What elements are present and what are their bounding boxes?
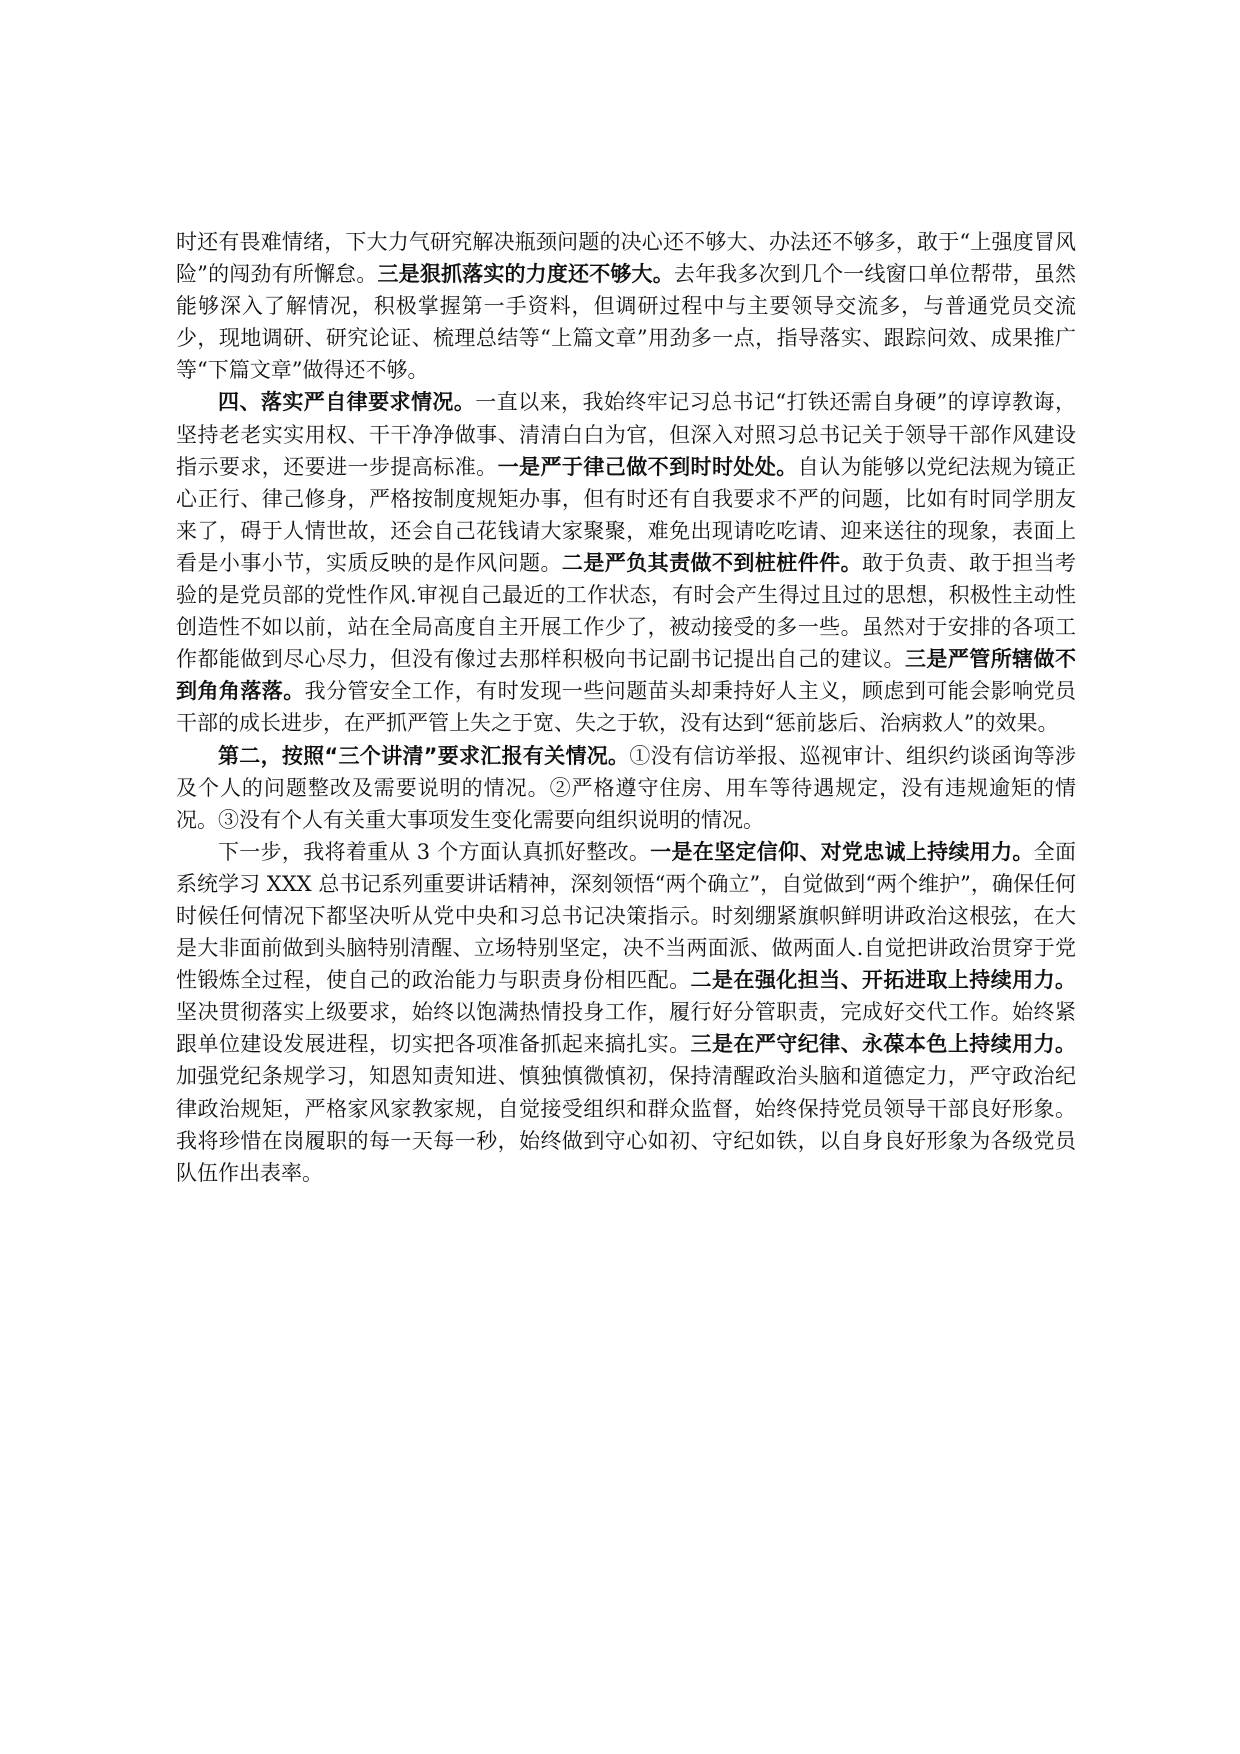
bold-heading-run: 一是在坚定信仰、对党忠诚上持续用力。	[650, 839, 1034, 864]
text-run: 敢于负责、敢于担当考验的是党员部的党性作风.审视自己最近的工作状态，有时会产生得过且过的思想，积极性主动性创造性不如以前，站在全局高度自主开展工作少了，被动接受的多一些。虽然对于安排的各项工作都能做到尽心尽力，但没有像过去那样积极向书记副书记提出自己的建议。	[176, 550, 1077, 672]
bold-heading-run: 三是在严守纪律、永葆本色上持续用力。	[690, 1032, 1077, 1057]
text-run: 我分管安全工作，有时发现一些问题苗头却秉持好人主义，顾虑到可能会影响党员干部的成长进步，在严抓严管上失之于宽、失之于软，没有达到“惩前毖后、治病救人”的效果。	[176, 679, 1077, 736]
bold-heading-run: 四、落实严自律要求情况。	[218, 390, 476, 415]
document-body	[176, 226, 1076, 1189]
paragraph-self-discipline	[176, 386, 1076, 739]
text-run: 时还有畏难情绪，下大力气研究解决瓶颈问题的决心还不够大、办法还不够多，敢于“上强度冒风险”的闯劲有所懈怠。	[176, 230, 1076, 287]
text-run: 自认为能够以党纪法规为镜正心正行、律己修身，严格按制度规矩办事，但有时还有自我要求不严的问题，比如有时同学朋友来了，碍于人情世故，还会自己花钱请大家聚聚，难免出现请吃吃请、迎来送往的现象，表面上看是小事小节，实质反映的是作风问题。	[176, 454, 1077, 575]
bold-heading-run: 一是严于律己做不到时时处处。	[497, 454, 798, 479]
paragraph-next-steps	[176, 836, 1076, 1189]
text-run: 全面系统学习 XXX 总书记系列重要讲话精神，深刻领悟“两个确立”，自觉做到“两个维护”，确保任何时候任何情况下都坚决听从党中央和习总书记决策指示。时刻绷紧旗帜鲜明讲政治这根弦，在大是大非面前做到头脑特别清醒、立场特别坚定，决不当两面派、做两面人.自觉把讲政治贯穿于党性锻炼全过程，使自己的政治能力与职责身份相匹配。	[176, 839, 1077, 993]
text-run: 坚决贯彻落实上级要求，始终以饱满热情投身工作，履行好分管职责，完成好交代工作。始终紧跟单位建设发展进程，切实把各项准备抓起来搞扎实。	[176, 1000, 1076, 1057]
text-run: 一直以来，我始终牢记习总书记“打铁还需自身硬”的谆谆教诲，坚持老老实实用权、干干净净做事、清清白白为官，但深入对照习总书记关于领导干部作风建设指示要求，还要进一步提高标准。	[176, 390, 1076, 479]
bold-heading-run: 三是狠抓落实的力度还不够大。	[377, 262, 674, 287]
text-run: 下一步，我将着重从 3 个方面认真抓好整改。	[218, 839, 651, 864]
text-run: 去年我多次到几个一线窗口单位帮带，虽然能够深入了解情况，积极掌握第一手资料，但调研过程中与主要领导交流多，与普通党员交流少，现地调研、研究论证、梳理总结等“上篇文章”用劲多一点，指导落实、跟踪问效、成果推广等“下篇文章”做得还不够。	[176, 262, 1076, 383]
paragraph-three-clarifications	[176, 740, 1076, 836]
bold-heading-run: 三是严管所辖做不到角角落落。	[176, 647, 1077, 704]
paragraph-continuation	[176, 226, 1076, 386]
bold-heading-run: 第二，按照“三个讲清”要求汇报有关情况。	[218, 743, 630, 768]
bold-heading-run: 二是严负其责做不到桩桩件件。	[561, 550, 863, 575]
text-run: ①没有信访举报、巡视审计、组织约谈函询等涉及个人的问题整改及需要说明的情况。②严格遵守住房、用车等待遇规定，没有违规逾矩的情况。③没有个人有关重大事项发生变化需要向组织说明的情况。	[176, 743, 1077, 832]
bold-heading-run: 二是在强化担当、开拓进取上持续用力。	[690, 968, 1077, 993]
text-run: 加强党纪条规学习，知恩知责知进、慎独慎微慎初，保持清醒政治头脑和道德定力，严守政治纪律政治规矩，严格家风家教家规，自觉接受组织和群众监督，始终保持党员领导干部良好形象。我将珍惜在岗履职的每一天每一秒，始终做到守心如初、守纪如铁，以自身良好形象为各级党员队伍作出表率。	[176, 1064, 1076, 1185]
